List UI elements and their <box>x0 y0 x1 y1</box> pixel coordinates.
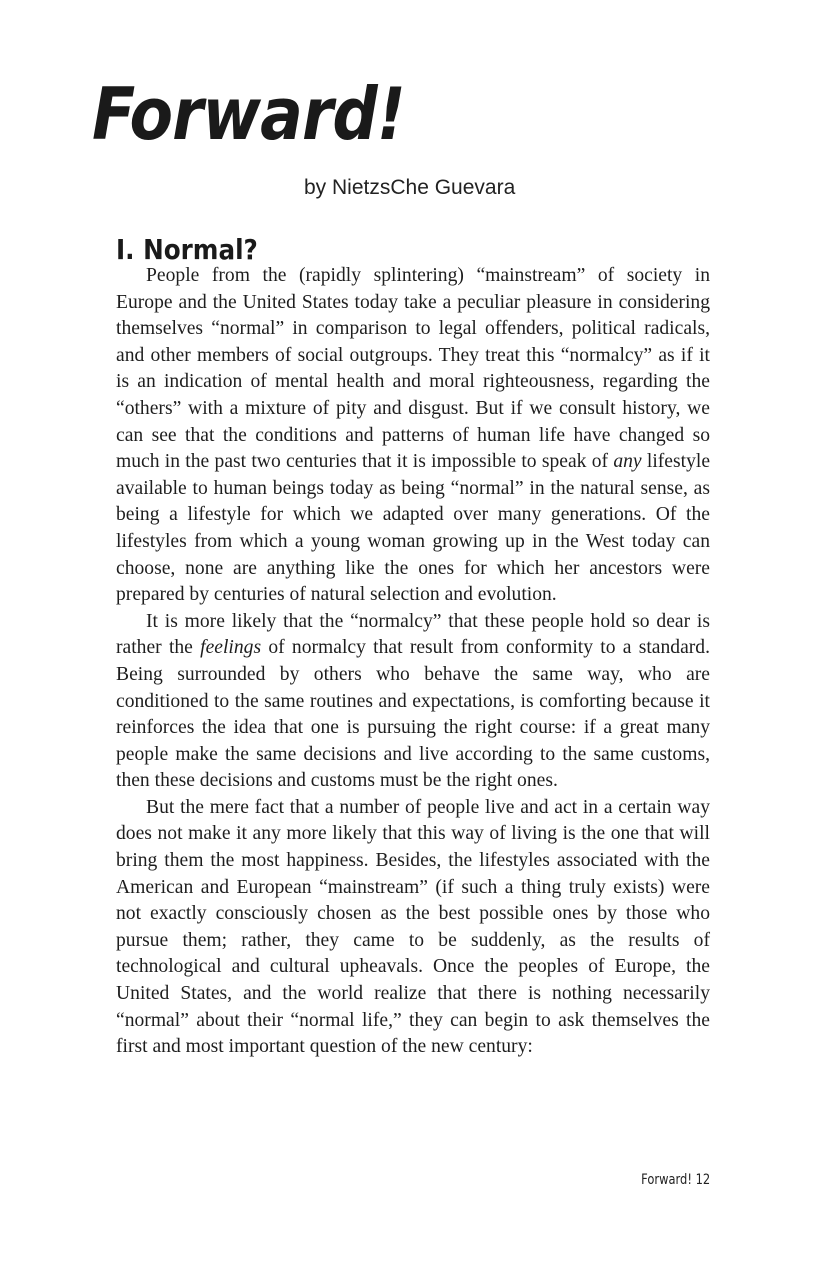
paragraph-3 <box>116 795 710 1061</box>
page-footer <box>641 1172 710 1188</box>
emphasized-word: any <box>613 451 642 473</box>
emphasized-word: feelings <box>200 637 262 659</box>
paragraph-text: It is more likely that the “normalcy” that these people hold so dear is rather the <box>116 610 710 659</box>
page-title: Forward! <box>92 72 405 156</box>
body-text <box>116 263 710 1061</box>
paragraph-2 <box>116 609 710 795</box>
paragraph-text: People from the (rapidly splintering) “mainstream” of society in Europe and the United States today take a peculiar pleasure in considering themselves “normal” in comparison to legal offenders, political radicals, and other members of social outgroups. They treat this “normalcy” as if it is an indication of mental health and moral righteousness, regarding the “others” with a mixture of pity and disgust. But if we consult history, we can see that the conditions and patterns of human life have changed so much in the past two centuries that it is impossible to speak of <box>116 265 710 473</box>
author-byline: by NietzsChe Guevara <box>304 176 516 199</box>
page-number: 12 <box>695 1172 710 1188</box>
running-title: Forward! <box>640 1172 692 1188</box>
section-heading: I. Normal? <box>116 233 258 266</box>
paragraph-text: of normalcy that result from conformity to a standard. Being surrounded by others who behave the same way, who are conditioned to the same routines and expectations, is comforting because it reinforces the idea that one is pursuing the right course: if a great many people make the same decisions and live according to the same customs, then these decisions and customs must be the right ones. <box>116 637 710 792</box>
paragraph-text: But the mere fact that a number of people live and act in a certain way does not make it any more likely that this way of living is the one that will bring them the most happiness. Besides, the lifestyles associated with the American and European “mainstream” (if such a thing truly exists) were not exactly consciously chosen as the best possible ones by those who pursue them; rather, they came to be suddenly, as the results of technological and cultural upheavals. Once the peoples of Europe, the United States, and the world realize that there is nothing necessarily “normal” about their “normal life,” they can begin to ask themselves the first and most important question of the new century: <box>116 796 710 1058</box>
paragraph-1 <box>116 263 710 609</box>
paragraph-text: lifestyle available to human beings today as being “normal” in the natural sense, as being a lifestyle for which we adapted over many generations. Of the lifestyles from which a young woman growing up in the West today can choose, none are anything like the ones for which her ancestors were prepared by centuries of natural selection and evolution. <box>116 451 711 606</box>
